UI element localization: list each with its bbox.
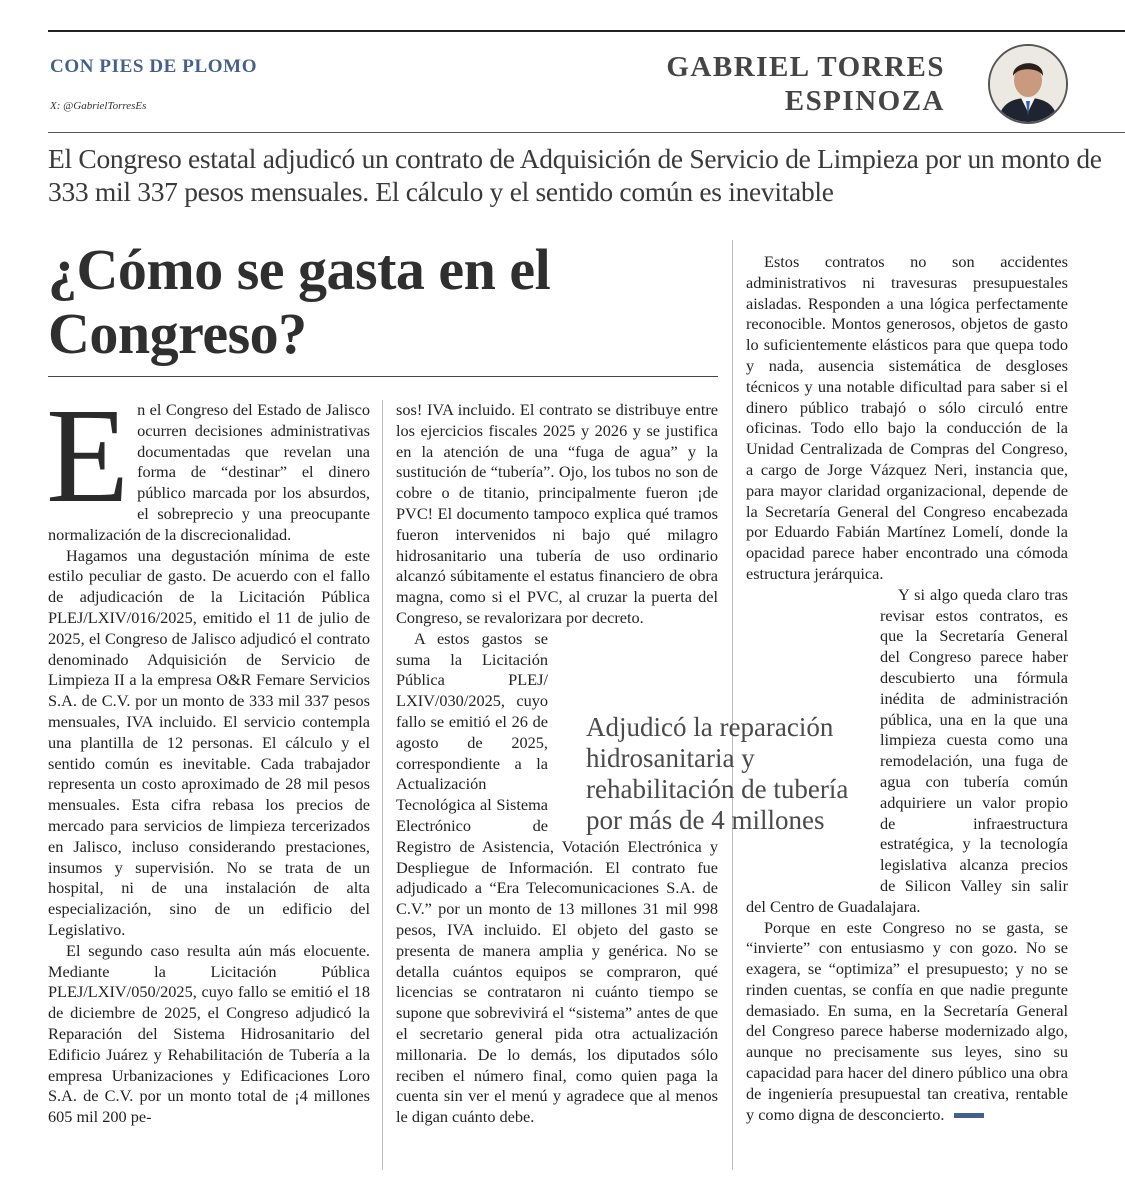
column-3 xyxy=(746,252,1068,1125)
paragraph-text: A estos gastos se suma la Licitación Pública PLEJ/ LXIV/030/2025, cuyo fallo se emitió el 26 de agosto de 2025, correspondiente a la Actualización Tecnológica al Sistema Electrónico de Registro de Asistencia, Votación Electrónica y Despliegue de Información. El contrato fue adjudicado a “Era Telecomunicaciones S.A. de C.V.” por un monto de 13 millones 31 mil 998 pesos, IVA incluido. El objeto del gasto se presenta de manera amplia y genérica. No se detalla cuántos equipos se compraron, qué licencias se contrataron ni cuánto tiempo se supone que sobrevivirá el “sistema” antes de que el secretario general pida otra actualización millonaria. De lo demás, los diputados sólo reciben el número final, como quien paga la cuenta sin ver el menú y agradece que al menos le digan cuánto debe. xyxy=(396,628,718,1127)
header-rule xyxy=(48,132,1125,133)
top-rule xyxy=(48,30,1125,32)
author-photo xyxy=(988,44,1068,124)
end-mark-icon xyxy=(954,1113,984,1118)
author-name-line2: ESPINOZA xyxy=(784,85,945,117)
paragraph-text: Porque en este Congreso no se gasta, se “invierte” con entusiasmo y con gozo. No se exagera, se “optimiza” el presupuesto; y no se rinden cuentas, se confía en que nadie pregunte demasiado. En suma, en la Secretaría General del Congreso parece haberse modernizado algo, aunque no precisamente sus leyes, sino su capacidad para hacer del dinero público una obra de ingeniería presupuestal tan creativa, rentable y como digna de desconcierto. xyxy=(746,917,1068,1124)
column-divider xyxy=(382,400,383,1170)
paragraph: sos! IVA incluido. El contrato se distribuye entre los ejercicios fiscales 2025 y 2026 y se justifica en la atención de una “fuga de agua” y la sustitución de “tubería”. Ojo, los tubos no son de cobre o de titanio, principalmente fueron ¡de PVC! El documento tampoco explica qué tramos fueron intervenidos ni bajo qué milagro hidrosanitario una tubería de uso ordinario alcanzó súbitamente el estatus financiero de obra magna, como si el PVC, al cruzar la puerta del Congreso, se revalorizara por decreto. xyxy=(396,400,718,627)
author-name xyxy=(585,50,945,118)
paragraph: Hagamos una degustación mínima de este estilo peculiar de gasto. De acuerdo con el fallo de adjudicación de la Licitación Pública PLEJ/LXIV/016/2025, emitido el 11 de julio de 2025, el Congreso de Jalisco adjudicó el contrato denominado Adquisición de Servicio de Limpieza II a la empresa O&R Femare Servicios S.A. de C.V. por un monto de 333 mil 337 pesos mensuales, IVA incluido. El servicio contempla una plantilla de 12 personas. El cálculo y el sentido común es inevitable. Cada trabajador representa un costo aproximado de 28 mil pesos mensuales. Esta cifra rebasa los precios de mercado para servicios de limpieza tercerizados en Jalisco, incluso considerando prestaciones, insumos y supervisión. No se trata de un hospital, ni de una instalación de alta especialización, sino de un edificio del Legislativo. xyxy=(48,545,370,939)
headline-rule xyxy=(48,376,718,377)
headline: ¿Cómo se gasta en el Congreso? xyxy=(48,237,551,366)
drop-cap: E xyxy=(46,381,130,531)
dek: El Congreso estatal adjudicó un contrato de Adquisición de Servicio de Limpieza por un monto de 333 mil 337 pesos mensuales. El cálculo y el sentido común es inevitable xyxy=(48,143,1102,207)
paragraph xyxy=(746,918,1068,1126)
author-portrait-icon xyxy=(990,46,1066,122)
paragraph: Estos contratos no son accidentes administrativos ni travesuras presupuestales aisladas. Responden a una lógica perfectamente reconocible. Montos generosos, objetos de gasto lo suficientemente elásticos para que quepa todo y nada, ausencia sistemática de desgloses técnicos y una notable dificultad para saber si el dinero público trabajó o sólo circuló entre oficinas. Todo ello bajo la conducción de la Unidad Centralizada de Compras del Congreso, a cargo de Jorge Vázquez Neri, instancia que, para mayor claridad organizacional, depende de la Secretaría General del Congreso encabezada por Eduardo Fabián Martínez Lomelí, donde la opacidad parece haber encontrado una cómoda estructura jerárquica. xyxy=(746,252,1068,583)
paragraph-text: Y si algo queda claro tras revisar estos contratos, es que la Secretaría General del Congreso parece haber descubierto una fórmula inédita de administración pública, una en la que una limpieza cuesta como una remodelación, una fuga de agua con tubería común adquiriere un valor propio de infraestructura estratégica, y la tecnología legislativa alcanza precios de Silicon Valley sin salir del Centro de Guadalajara. xyxy=(746,584,1068,916)
author-name-line1: GABRIEL TORRES xyxy=(666,51,945,83)
paragraph xyxy=(46,381,370,546)
paragraph-text: n el Congreso del Estado de Jalisco ocurren decisiones administrativas documentadas que revelan una forma de “destinar” el dinero público marcada por los absurdos, el sobreprecio y una preocupante normalización de la discrecionalidad. xyxy=(48,400,370,544)
section-title: CON PIES DE PLOMO xyxy=(50,56,258,77)
column-divider xyxy=(732,240,733,1170)
paragraph xyxy=(396,629,718,1128)
pull-quote: Adjudicó la reparación hidrosanitaria y rehabilitación de tubería por más de 4 millones xyxy=(586,712,849,835)
author-handle[interactable]: X: @GabrielTorresEs xyxy=(50,100,147,112)
column-1 xyxy=(46,381,370,1128)
paragraph: El segundo caso resulta aún más elocuente. Mediante la Licitación Pública PLEJ/LXIV/050/2025, cuyo fallo se emitió el 18 de diciembre de 2025, el Congreso adjudicó la Reparación del Sistema Hidrosanitario del Edificio Juárez y Rehabilitación de Tubería a la empresa Urbanizaciones y Edificaciones Loro S.A. de C.V. por un monto total de ¡4 millones 605 mil 200 pe- xyxy=(48,940,370,1127)
